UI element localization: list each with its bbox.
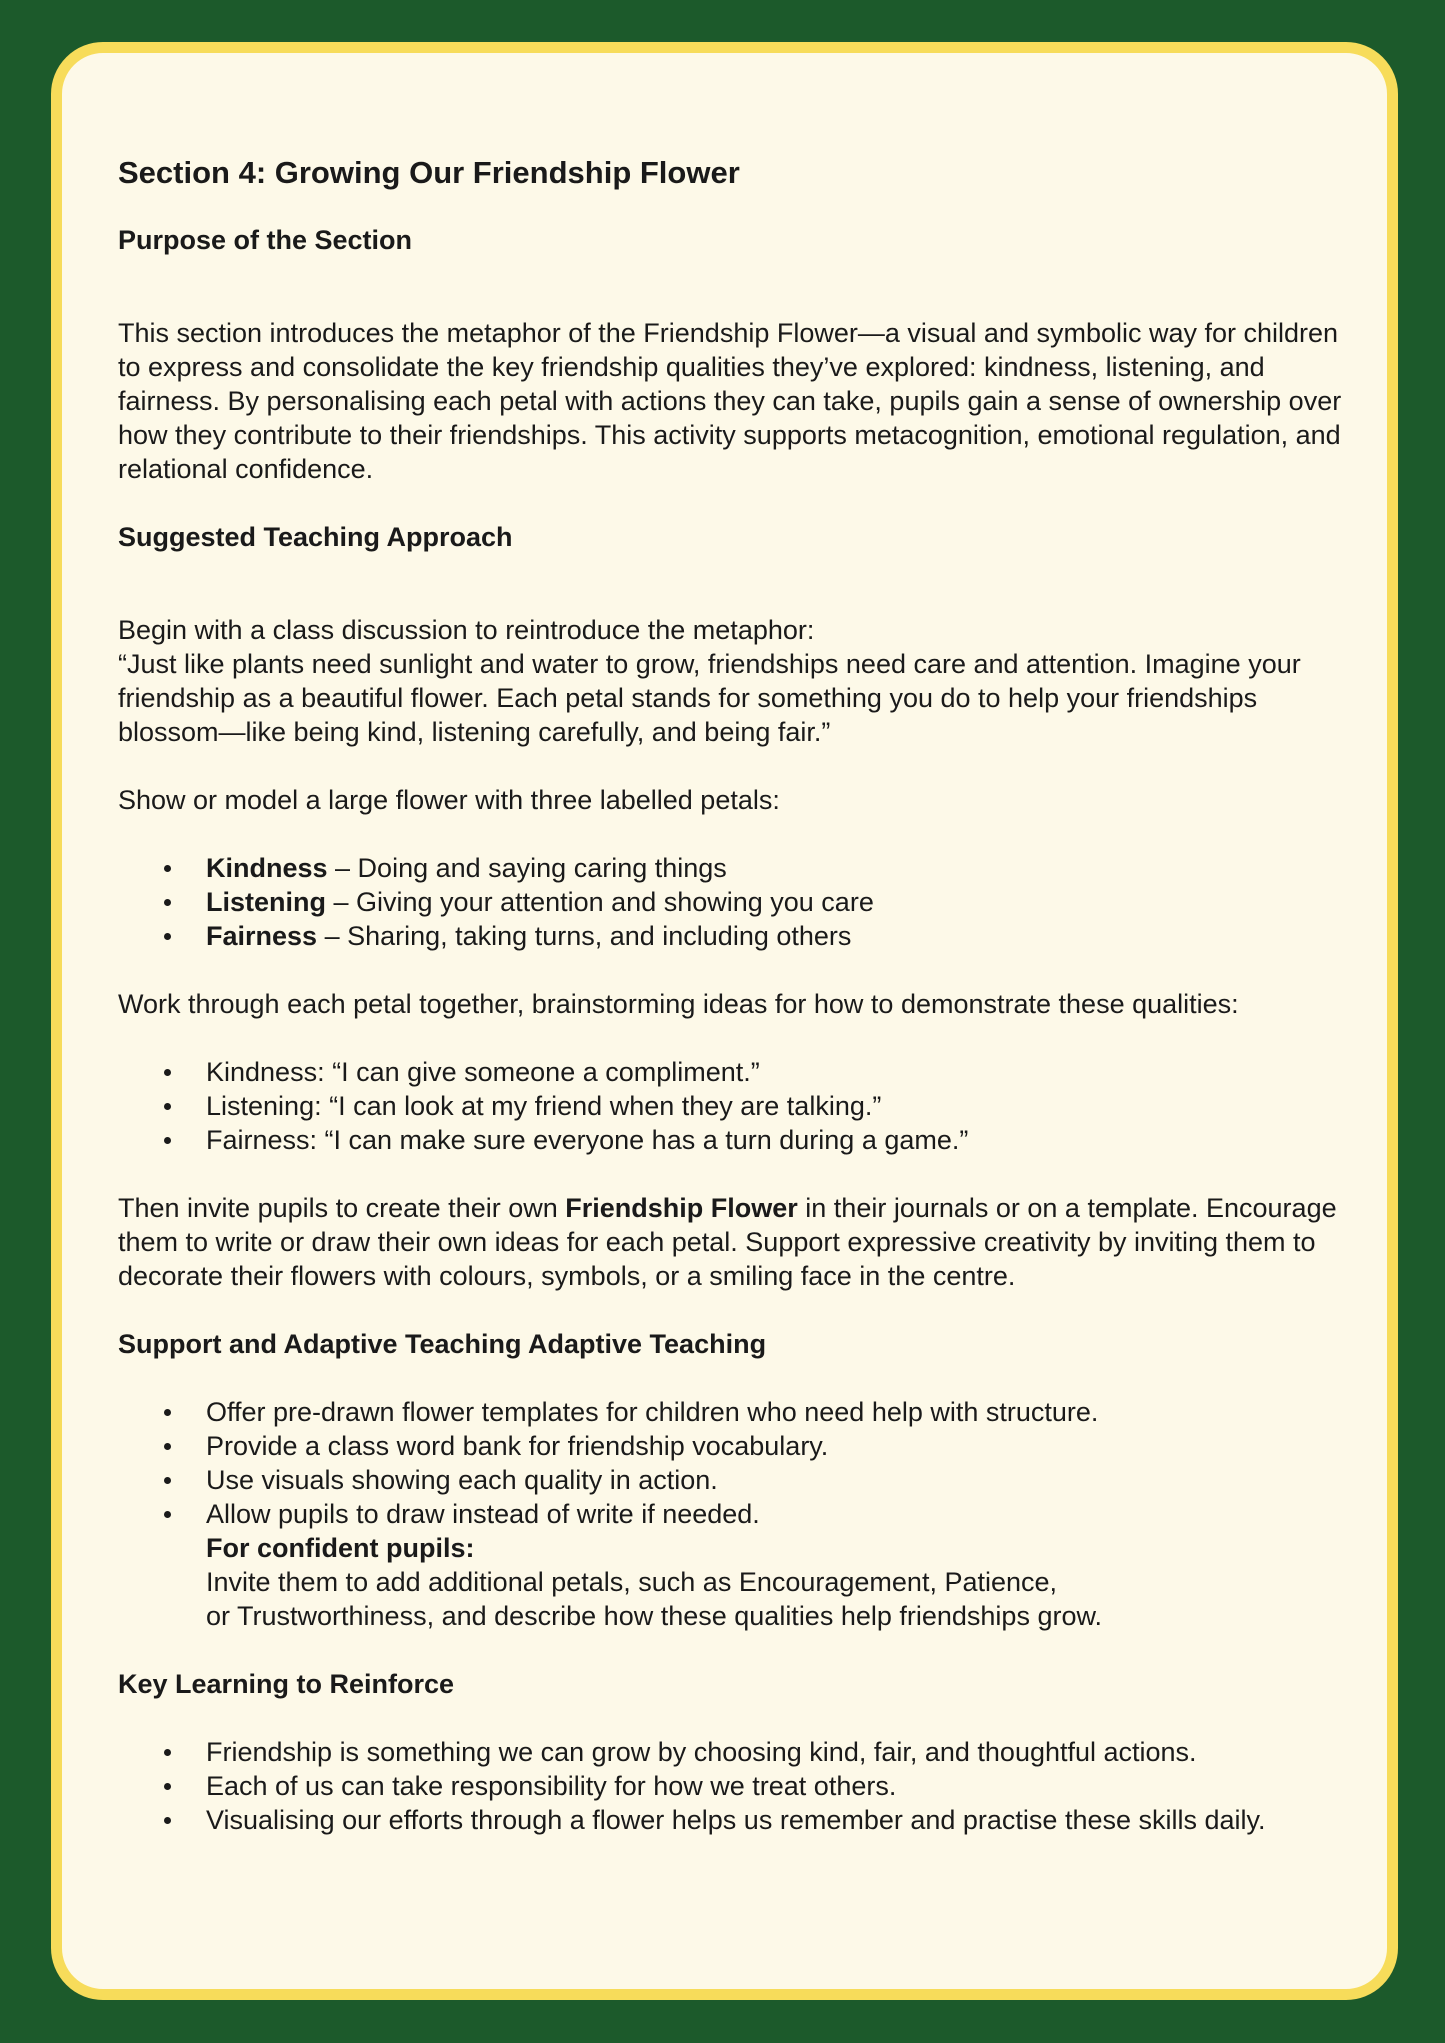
teaching-quote: “Just like plants need sunlight and water to grow, friendships need care and attention. Imagine your friendship as a beautiful flower. Each petal stands for something you do to help your friendships blossom—like being kind, listening carefully, and being fair.” — [118, 649, 1301, 747]
petal-term: Fairness — [206, 921, 318, 951]
page-card — [51, 42, 1398, 2000]
teaching-heading: Suggested Teaching Approach — [118, 522, 513, 552]
show-model-text: Show or model a large flower with three labelled petals: — [118, 785, 780, 815]
example-list — [118, 1055, 1358, 1157]
petal-description: – Giving your attention and showing you care — [326, 887, 874, 917]
list-item: Allow pupils to draw instead of write if needed. — [206, 1497, 1358, 1531]
petal-description: – Doing and saying caring things — [327, 853, 727, 883]
teaching-intro: Begin with a class discussion to reintroduce the metaphor: — [118, 615, 815, 645]
petal-term: Kindness — [206, 853, 328, 883]
list-item — [206, 919, 1358, 953]
invite-bold-term: Friendship Flower — [565, 1193, 798, 1223]
invite-text-start: Then invite pupils to create their own — [118, 1193, 566, 1223]
confident-label-text: For confident pupils: — [206, 1533, 475, 1563]
petal-description: – Sharing, taking turns, and including others — [317, 921, 852, 951]
key-learning-heading: Key Learning to Reinforce — [118, 1669, 455, 1699]
support-heading: Support and Adaptive Teaching Adaptive Teaching — [118, 1329, 767, 1359]
list-item: Friendship is something we can grow by choosing kind, fair, and thoughtful actions. — [206, 1735, 1358, 1769]
confident-line: Invite them to add additional petals, such as Encouragement, Patience, — [206, 1567, 1058, 1597]
list-item: Listening: “I can look at my friend when they are talking.” — [206, 1089, 1358, 1123]
list-item: Each of us can take responsibility for how we treat others. — [206, 1769, 1358, 1803]
list-item: Use visuals showing each quality in action. — [206, 1463, 1358, 1497]
page-title: Section 4: Growing Our Friendship Flower — [118, 155, 740, 190]
key-learning-list — [118, 1735, 1358, 1837]
invite-paragraph — [118, 1191, 1358, 1293]
list-item: Kindness: “I can give someone a compliment.” — [206, 1055, 1358, 1089]
petal-term: Listening — [206, 887, 326, 917]
list-item: Visualising our efforts through a flower helps us remember and practise these skills daily. — [206, 1803, 1358, 1837]
list-item: Provide a class word bank for friendship vocabulary. — [206, 1429, 1358, 1463]
invite-text-end: in their journals or on a template. Encourage them to write or draw their own ideas for each petal. Support expressive creativity by inviting them to decorate their flowers with colours, symbols, or a smiling face in the centre. — [118, 1193, 1337, 1291]
purpose-heading: Purpose of the Section — [118, 225, 413, 255]
list-item: Fairness: “I can make sure everyone has a turn during a game.” — [206, 1123, 1358, 1157]
support-list — [118, 1395, 1358, 1633]
purpose-paragraph: This section introduces the metaphor of the Friendship Flower—a visual and symbolic way for children to express and consolidate the key friendship qualities they’ve explored: kindness, listening, and fairness. By personalising each petal with actions they can take, pupils gain a sense of ownership over how they contribute to their friendships. This activity supports metacognition, emotional regulation, and relational confidence. — [118, 318, 1342, 484]
work-through-text: Work through each petal together, brainstorming ideas for how to demonstrate these qualities: — [118, 989, 1239, 1019]
confident-line: or Trustworthiness, and describe how these qualities help friendships grow. — [206, 1601, 1102, 1631]
list-item — [206, 885, 1358, 919]
document-content — [118, 109, 1358, 1837]
confident-label — [206, 1531, 1358, 1565]
petal-list — [118, 851, 1358, 953]
list-item — [206, 851, 1358, 885]
list-item: Offer pre-drawn flower templates for children who need help with structure. — [206, 1395, 1358, 1429]
